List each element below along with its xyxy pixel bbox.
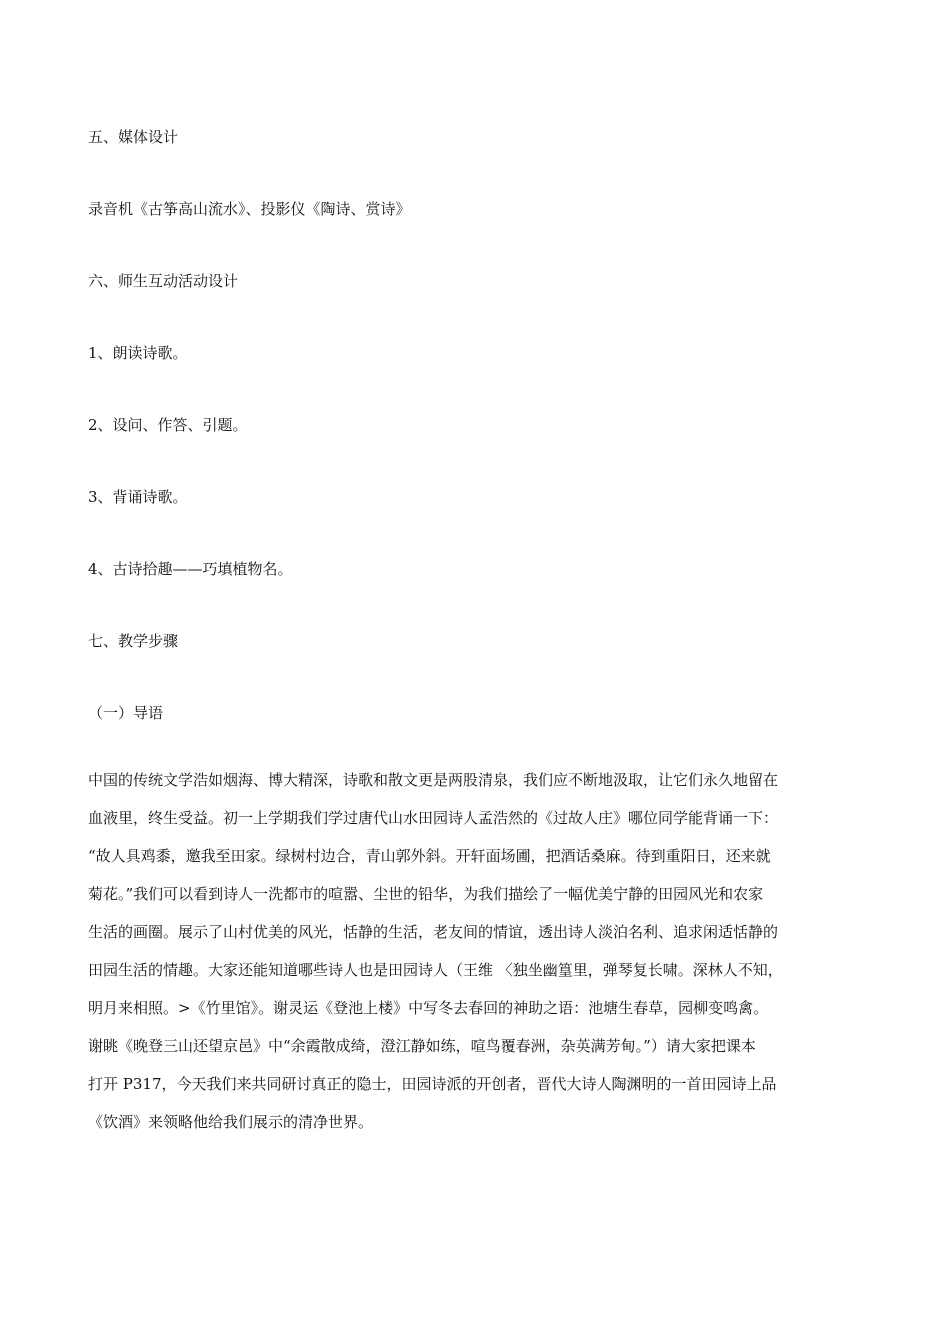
activity-item-3: 3、背诵诗歌。 [88,488,188,506]
section-heading-media-design: 五、媒体设计 [88,128,179,146]
paragraph-line: 田园生活的情趣。大家还能知道哪些诗人也是田园诗人（王维 〈独坐幽篁里，弹琴复长啸。深林人不知， [88,961,783,979]
subsection-heading-introduction: （一）导语 [88,704,164,722]
paragraph-line: “故人具鸡黍，邀我至田家。绿树村边合，青山郭外斜。开轩面场圃，把酒话桑麻。待到重阳日，还来就 [88,847,771,865]
paragraph-line: 打开 P317，今天我们来共同研讨真正的隐士，田园诗派的开创者，晋代大诗人陶渊明的一首田园诗上品 [88,1075,777,1093]
activity-item-4: 4、古诗拾趣——巧填植物名。 [88,560,293,578]
paragraph-line: 生活的画圈。展示了山村优美的风光，恬静的生活，老友间的情谊，透出诗人淡泊名利、追求闲适恬静的 [88,923,779,941]
paragraph-line: 血液里，终生受益。初一上学期我们学过唐代山水田园诗人孟浩然的《过故人庄》哪位同学能背诵一下： [88,809,779,827]
activity-item-1: 1、朗读诗歌。 [88,344,188,362]
paragraph-line: 菊花。”我们可以看到诗人一洗都市的喧嚣、尘世的铅华，为我们描绘了一幅优美宁静的田园风光和农家 [88,885,764,903]
media-list-line: 录音机《古筝高山流水》、投影仪《陶诗、赏诗》 [88,200,411,218]
paragraph-line: 明月来相照。>《竹里馆》。谢灵运《登池上楼》中写冬去春回的神助之语：池塘生春草，园柳变鸣禽。 [88,999,769,1017]
paragraph-line: 《饮酒》来领略他给我们展示的清净世界。 [88,1113,374,1131]
introduction-paragraph [88,770,878,1150]
activity-item-2: 2、设问、作答、引题。 [88,416,248,434]
section-heading-teaching-steps: 七、教学步骤 [88,632,179,650]
paragraph-line: 谢眺《晚登三山还望京邑》中“余霞散成绮，澄江静如练，喧鸟覆春洲，杂英满芳甸。”）请大家把课本 [88,1037,756,1055]
paragraph-line: 中国的传统文学浩如烟海、博大精深，诗歌和散文更是两股清泉，我们应不断地汲取，让它们永久地留在 [88,771,779,789]
section-heading-interaction-design: 六、师生互动活动设计 [88,272,239,290]
